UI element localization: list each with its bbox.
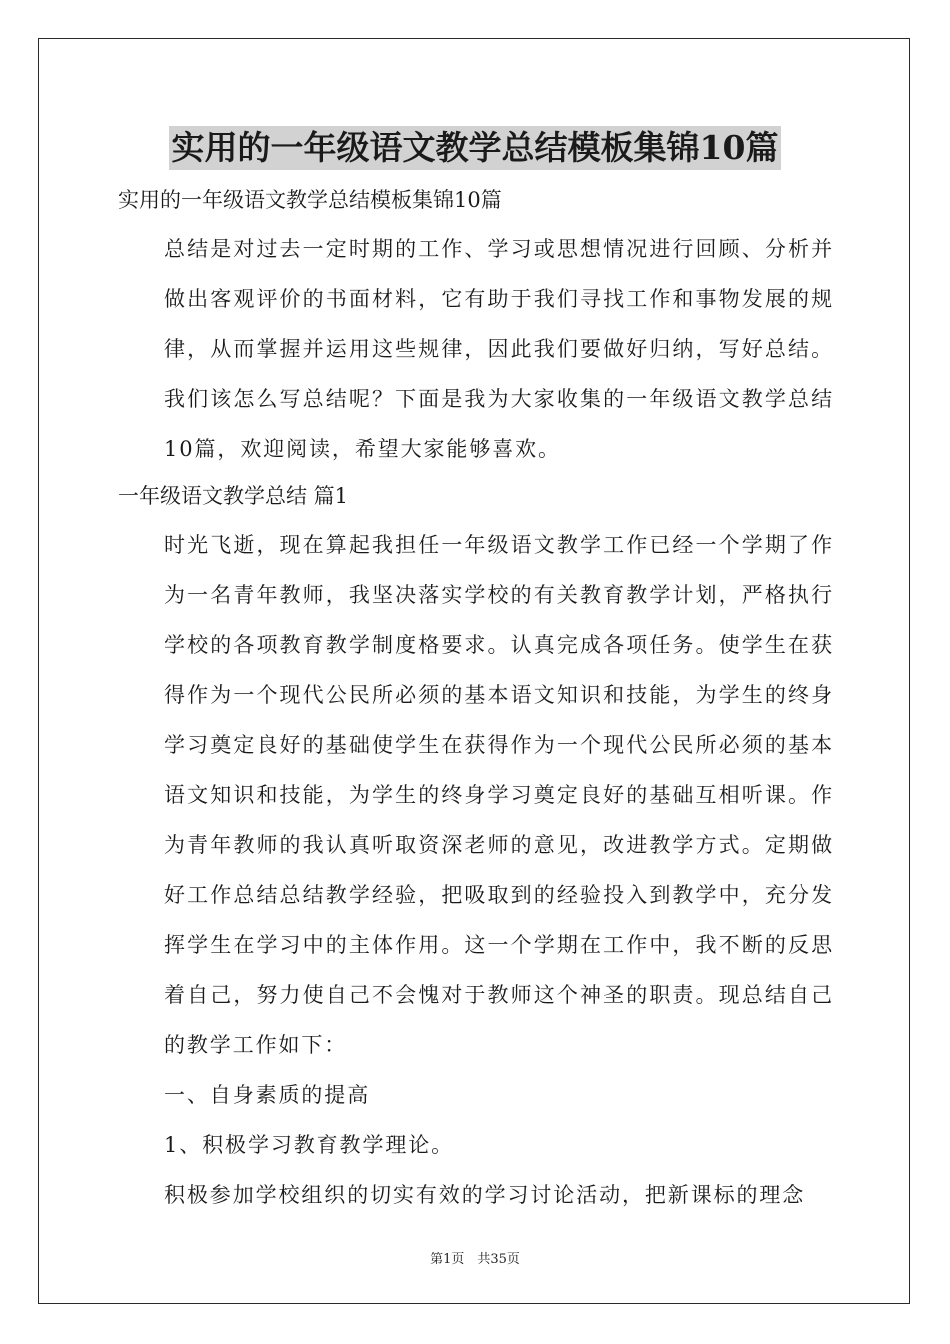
intro-paragraph: 总结是对过去一定时期的工作、学习或思想情况进行回顾、分析并做出客观评价的书面材料，它有助于我们寻找工作和事物发展的规律，从而掌握并运用这些规律，因此我们要做好归纳，写好总结。我们该怎么写总结呢？下面是我为大家收集的一年级语文教学总结10篇，欢迎阅读，希望大家能够喜欢。 <box>164 237 834 461</box>
page-number: 第1页 共35页 <box>430 1252 520 1267</box>
title-container <box>0 126 950 170</box>
continuation-paragraph: 积极参加学校组织的切实有效的学习讨论活动，把新课标的理念 <box>164 1183 806 1207</box>
document-title: 实用的一年级语文教学总结模板集锦10篇 <box>169 126 782 170</box>
document-subtitle: 实用的一年级语文教学总结模板集锦10篇 <box>118 188 502 212</box>
section-paragraph: 时光飞逝，现在算起我担任一年级语文教学工作已经一个学期了作为一名青年教师，我坚决落实学校的有关教育教学计划，严格执行学校的各项教育教学制度格要求。认真完成各项任务。使学生在获得作为一个现代公民所必须的基本语文知识和技能，为学生的终身学习奠定良好的基础使学生在获得作为一个现代公民所必须的基本语文知识和技能，为学生的终身学习奠定良好的基础互相听课。作为青年教师的我认真听取资深老师的意见，改进教学方式。定期做好工作总结总结教学经验，把吸取到的经验投入到教学中，充分发挥学生在学习中的主体作用。这一个学期在工作中，我不断的反思着自己，努力使自己不会愧对于教师这个神圣的职责。现总结自己的教学工作如下： <box>164 533 834 1057</box>
point-heading: 一、自身素质的提高 <box>164 1083 371 1107</box>
section-heading: 一年级语文教学总结 篇1 <box>118 484 349 508</box>
subpoint-heading: 1、积极学习教育教学理论。 <box>164 1133 455 1157</box>
document-body <box>118 180 834 1220</box>
